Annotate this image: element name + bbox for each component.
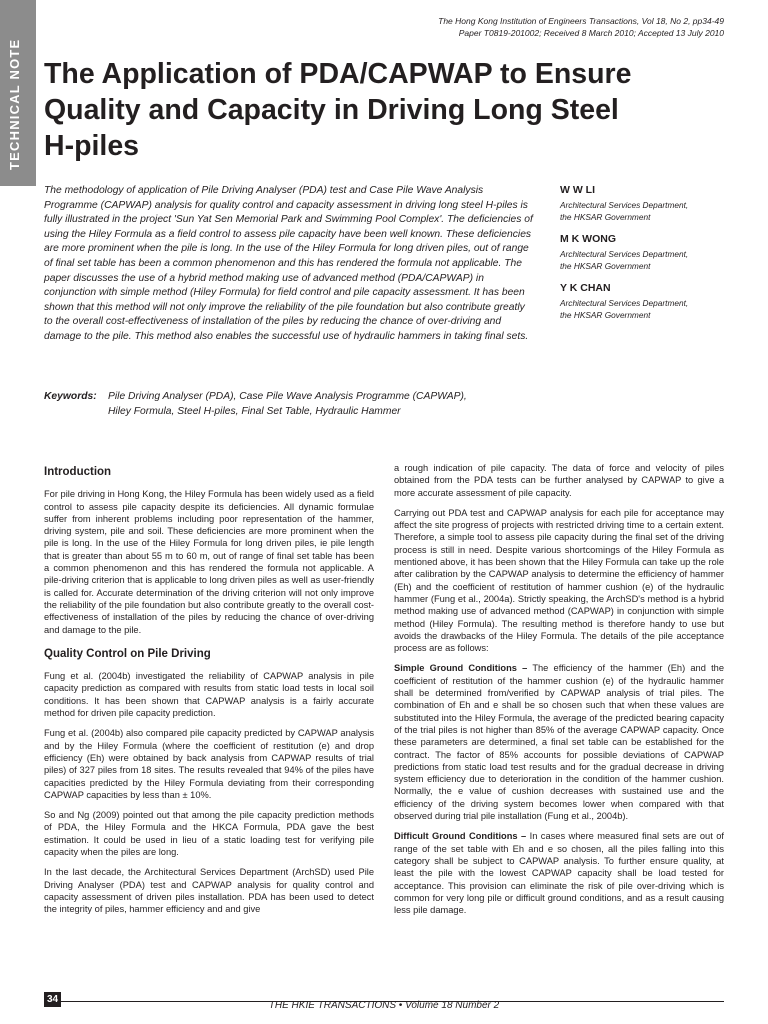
paragraph: Carrying out PDA test and CAPWAP analysis for each pile for acceptance may affect the site progress of projects with restricted driving time to a certain extent. Therefore, a simple tool to assess pile capacity during the final set of the driving process is still in need. Despite various shortcomings of the Hiley Formula as mentioned above, it has been shown that the Hiley Formula can take up the role after calibration by the CAPWAP analysis to determine the efficiency of hammer (Eh) and the coefficient of restitution of hammer cushion (e) of the hydraulic hammer (Fung et al., 2004a). Strictly speaking, the ArchSD's method is a hybrid method making use of advanced method (CAPWAP) in conjunction with simple method (Hiley Formula). The resulting method is therefore handy to use but avoids the drawbacks of the Hiley Formula. The details of the pile acceptance process are as follows: xyxy=(394,507,724,654)
body-column-left xyxy=(44,466,374,924)
page-number: 34 xyxy=(44,992,61,1007)
author-list xyxy=(560,184,730,331)
paragraph: So and Ng (2009) pointed out that among the pile capacity prediction methods of PDA, the Hiley Formula and the HKCA Formula, PDA gave the best estimation. It could be used in lieu of a static loading test for verifying pile capacity when the piles are long. xyxy=(44,810,374,858)
author-name: Y K CHAN xyxy=(560,282,611,294)
author-affiliation: Architectural Services Department, the HKSAR Government xyxy=(560,249,689,271)
paragraph: In the last decade, the Architectural Services Department (ArchSD) used Pile Driving Analyser (PDA) test and CAPWAP analysis for quality control and capacity assessment of driven piles installation. PDA has been used to detect the integrity of piles, hammer efficiency and and give xyxy=(44,867,374,915)
run-in-heading: Difficult Ground Conditions – xyxy=(394,831,527,842)
paper-dates: Paper T0819-201002; Received 8 March 2010; Accepted 13 July 2010 xyxy=(458,28,724,38)
keywords-line-2: Hiley Formula, Steel H-piles, Final Set Table, Hydraulic Hammer xyxy=(108,405,401,417)
section-tab-label: TECHNICAL NOTE xyxy=(7,38,22,170)
paragraph-simple-ground: Simple Ground Conditions – The efficiency of the hammer (Eh) and the coefficient of restitution of the hammer cushion (e) of the hydraulic hammer shall be determined from/verified by CAPWAP analysis of trial piles. The combination of Eh and e shall be so chosen such that when these values are substituted into the Hiley Formula, the average of the predicted bearing capacity of the trial piles is not higher than 85% of the average CAPWAP capacity. Once these parameters are determined, a final set table can be established for the contract. The factor of 85% accounts for possible deviations of CAPWAP predictions from static load test results and for the gradual decrease in driving system efficiency due to deterioration in the condition of the hammer cushion. Normally, the e value of cushion decreases with sustained use and the efficiency of the driving system becomes lower when compared with that observed during trial pile installation (Fung et al., 2004b). xyxy=(394,663,724,822)
paragraph: Fung et al. (2004b) also compared pile capacity predicted by CAPWAP analysis and by the Hiley Formula (where the coefficient of restitution (e) and drop efficiency (Eh) were obtained by back analysis from CAPWAP results of trial piles) of 327 piles from 18 sites. The results revealed that 94% of the piles have capacities predicted by the Hiley Formula deviating from their corresponding CAPWAP capacities by less than ± 10%. xyxy=(44,728,374,800)
author-block xyxy=(560,184,730,223)
author-name: M K WONG xyxy=(560,233,616,245)
paragraph-difficult-ground: Difficult Ground Conditions – In cases where measured final sets are out of range of the set table with Eh and e so chosen, all the piles falling into this category shall be subject to CAPWAP analysis. To further ensure quality, at least the pile with the lowest CAPWAP capacity shall be load tested for acceptance. This provision can eliminate the risk of pile over-driving which is common for very long pile or difficult ground conditions, and as a result causing less pile damage. xyxy=(394,831,724,916)
journal-header xyxy=(438,15,724,39)
author-block xyxy=(560,233,730,272)
keywords xyxy=(44,390,533,420)
paragraph: Fung et al. (2004b) investigated the reliability of CAPWAP analysis in pile capacity prediction as compared with results from static load tests in local soil conditions. It has been shown that CAPWAP analysis is a fairly accurate method for driven pile capacity prediction. xyxy=(44,671,374,719)
journal-citation: The Hong Kong Institution of Engineers Transactions, Vol 18, No 2, pp34-49 xyxy=(438,16,724,26)
keywords-line-1: Pile Driving Analyser (PDA), Case Pile Wave Analysis Programme (CAPWAP), xyxy=(108,391,467,402)
author-block xyxy=(560,282,730,321)
abstract: The methodology of application of Pile Driving Analyser (PDA) test and Case Pile Wave Analysis Programme (CAPWAP) analysis for quality control and capacity assessment in driving long steel H-piles is fully illustrated in the project 'Sun Yat Sen Memorial Park and Swimming Pool Complex'. The deficiencies of using the Hiley Formula as a field control to assess pile capacity have been well known. These deficiencies are more prominent when the pile is long. In the use of the Hiley Formula for long driven piles, out of range of final set table has been a common phenomenon and this has rendered the formula not applicable. The paper discusses the use of a hybrid method making use of advanced method (PDA/CAPWAP) in conjunction with simple method (Hiley Formula) for field control and pile capacity assessment. It has been shown that this method will not only improve the reliability of the pile foundation but also contribute greatly to the overall cost-effectiveness of installation of the piles by reducing the chance of over-driving and damage to the pile. This method also enables the successful use of hydraulic hammers in taking final sets. xyxy=(44,185,533,342)
section-heading-introduction: Introduction xyxy=(44,466,112,478)
run-in-heading: Simple Ground Conditions – xyxy=(394,663,528,674)
author-affiliation: Architectural Services Department, the HKSAR Government xyxy=(560,298,689,320)
section-tab xyxy=(0,0,36,186)
author-affiliation: Architectural Services Department, the HKSAR Government xyxy=(560,200,689,222)
page-footer xyxy=(0,990,768,1014)
paper-title: The Application of PDA/CAPWAP to Ensure Quality and Capacity in Driving Long Steel H-piles xyxy=(44,58,632,162)
section-heading-quality-control: Quality Control on Pile Driving xyxy=(44,647,211,660)
paragraph: a rough indication of pile capacity. The data of force and velocity of piles obtained from the PDA tests can be further analysed by CAPWAP to give a more accurate assessment of pile capacity. xyxy=(394,463,724,498)
keywords-label: Keywords: xyxy=(44,391,97,402)
footer-journal: THE HKIE TRANSACTIONS • Volume 18 Number 2 xyxy=(268,1000,500,1011)
paragraph: For pile driving in Hong Kong, the Hiley Formula has been widely used as a field control to assess pile capacity despite its deficiencies. All dynamic formulae suffer from inherent problems including poor representation of the hammer, driving system, pile and soil. These deficiencies are more prominent when the pile is long. In the use of the Hiley Formula for long driven piles, ie pile length that is greater than about 55 m to 60 m, out of range of final set table has been a common phenomenon and this has rendered the formula not applicable. A pile-driving criterion that is applicable to long driven piles as well as user-friendly is called for. Accurate determination of the driving criterion will not only improve the reliability of the pile foundation but also contribute greatly to the overall cost-effectiveness of installation of the piles by reducing the chance of over-driving and damage to the pile. xyxy=(44,489,374,635)
body-column-right xyxy=(394,462,724,924)
author-name: W W LI xyxy=(560,184,595,196)
